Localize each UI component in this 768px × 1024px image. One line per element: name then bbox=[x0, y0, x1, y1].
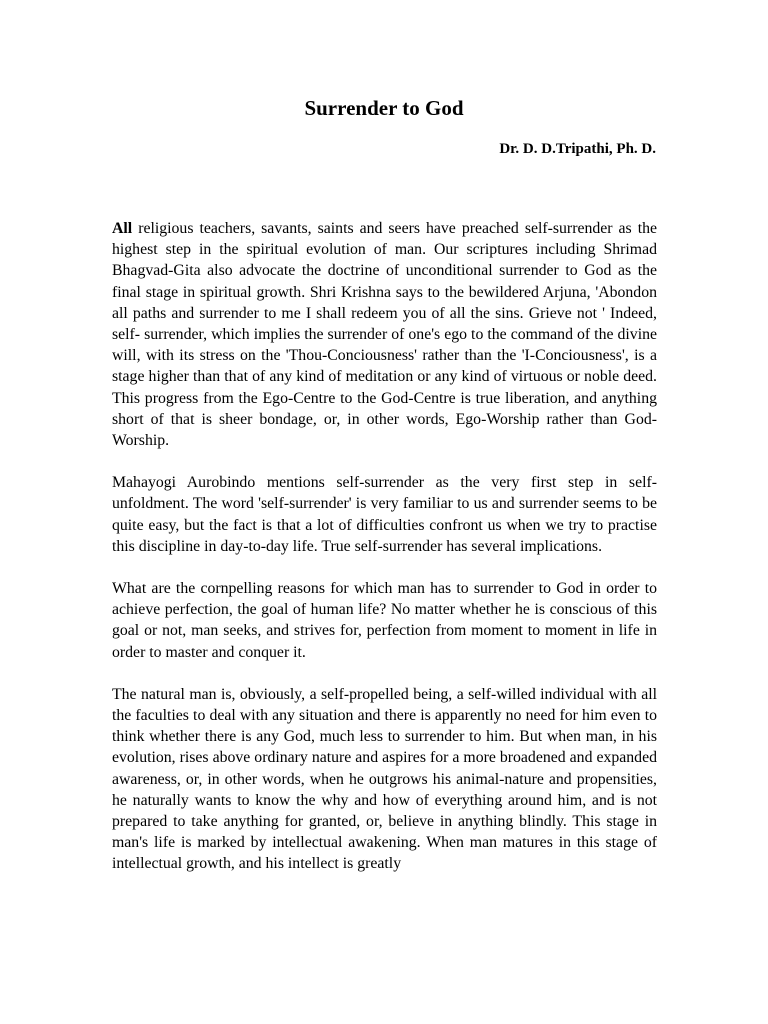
document-body bbox=[112, 218, 657, 896]
paragraph-text: religious teachers, savants, saints and seers have preached self-surrender as the highest step in the spiritual evolution of man. Our scriptures including Shrimad Bhagvad-Gita also advocate the doctrine of unconditional surrender to God as the final stage in spiritual growth. Shri Krishna says to the bewildered Arjuna, 'Abondon all paths and surrender to me I shall redeem you of all the sins. Grieve not ' Indeed, self- surrender, which implies the surrender of one's ego to the command of the divine will, with its stress on the 'Thou-Conciousness' rather than the 'I-Conciousness', is a stage higher than that of any kind of meditation or any kind of virtuous or noble deed. This progress from the Ego-Centre to the God-Centre is true liberation, and anything short of that is sheer bondage, or, in other words, Ego-Worship rather than God-Worship. bbox=[112, 220, 657, 450]
paragraph-lead-word: All bbox=[112, 220, 133, 237]
paragraph-4: The natural man is, obviously, a self-propelled being, a self-willed individual with all the faculties to deal with any situation and there is apparently no need for him even to think whether there is any God, much less to surrender to him. But when man, in his evolution, rises above ordinary nature and aspires for a more broadened and expanded awareness, or, in other words, when he outgrows his animal-nature and propensities, he naturally wants to know the why and how of everything around him, and is not prepared to take anything for granted, or, believe in anything blindly. This stage in man's life is marked by intellectual awakening. When man matures in this stage of intellectual growth, and his intellect is greatly bbox=[112, 685, 657, 873]
author-byline: Dr. D. D.Tripathi, Ph. D. bbox=[499, 141, 656, 157]
document-title: Surrender to God bbox=[304, 96, 464, 120]
paragraph-2: Mahayogi Aurobindo mentions self-surrender as the very first step in self-unfoldment. The word 'self-surrender' is very familiar to us and surrender seems to be quite easy, but the fact is that a lot of difficulties confront us when we try to practise this discipline in day-to-day life. True self-surrender has several implications. bbox=[112, 474, 657, 555]
paragraph-3: What are the cornpelling reasons for which man has to surrender to God in order to achieve perfection, the goal of human life? No matter whether he is conscious of this goal or not, man seeks, and strives for, perfection from moment to moment in life in order to master and conquer it. bbox=[112, 580, 657, 661]
paragraph-1 bbox=[112, 218, 657, 451]
